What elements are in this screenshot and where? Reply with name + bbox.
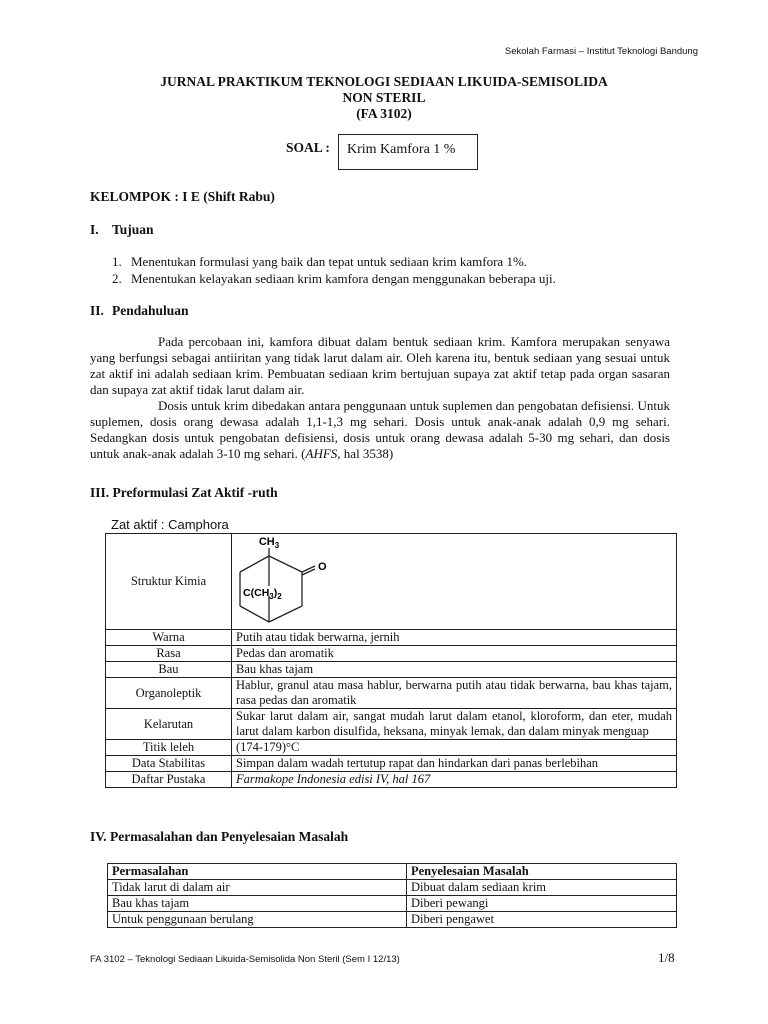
paragraph-1: Pada percobaan ini, kamfora dibuat dalam bentuk sediaan krim. Kamfora merupakan senyawa yang berfungsi sebagai antiiritan yang tidak larut dalam air. Oleh karena itu, bentuk sediaan yang sesuai untuk zat aktif ini adalah sediaan krim. Pembuatan sediaan krim bertujuan supaya zat aktif tetap pada organ sasaran dan supaya zat aktif tidak larut dalam air. bbox=[90, 334, 670, 397]
list-item: 2. Menentukan kelayakan sediaan krim kamfora dengan menggunakan beberapa uji. bbox=[112, 271, 556, 286]
dimethyl-label: $C(CH_3)_2$ bbox=[243, 587, 282, 601]
ch3-label: $CH_3$ bbox=[258, 536, 280, 550]
table-row: Bau khas tajam Diberi pewangi bbox=[108, 896, 677, 912]
oxygen-label: O bbox=[318, 561, 327, 573]
page-number: 1/8 bbox=[658, 950, 675, 965]
preformulasi-table bbox=[105, 533, 677, 788]
camphor-structure-diagram bbox=[232, 534, 352, 629]
table-row bbox=[106, 534, 677, 630]
table-row: Organoleptik Hablur, granul atau masa hablur, berwarna putih atau tidak berwarna, bau khas tajam, rasa pedas dan aromatik bbox=[106, 678, 677, 709]
header-institution: Sekolah Farmasi – Institut Teknologi Bandung bbox=[504, 46, 698, 57]
table-row: Rasa Pedas dan aromatik bbox=[106, 646, 677, 662]
table-row: Bau Bau khas tajam bbox=[106, 662, 677, 678]
table-row: Warna Putih atau tidak berwarna, jernih bbox=[106, 630, 677, 646]
tujuan-list bbox=[112, 253, 556, 287]
paragraph-2: Dosis untuk krim dibedakan antara penggunaan untuk suplemen dan pengobatan defisiensi. Untuk suplemen, dosis orang dewasa adalah 1,1-1,3 mg sehari. Dosis untuk anak-anak adalah 0,9 mg sehari. Sedangkan dosis untuk pengobatan defisiensi, dosis untuk orang dewasa adalah 5-30 mg sehari, dan dosis untuk anak-anak adalah 3-10 mg sehari. (AHFS, hal 3538) bbox=[90, 398, 670, 461]
table-row: Titik leleh (174-179)°C bbox=[106, 740, 677, 756]
permasalahan-table bbox=[107, 863, 677, 928]
section-1-number: I. bbox=[90, 222, 99, 237]
document-title-line1: JURNAL PRAKTIKUM TEKNOLOGI SEDIAAN LIKUIDA-SEMISOLIDA bbox=[160, 74, 608, 89]
table-row: Kelarutan Sukar larut dalam air, sangat mudah larut dalam etanol, kloroform, dan eter, mudah larut dalam karbon disulfida, heksana, minyak lemak, dan dalam minyak menguap bbox=[106, 709, 677, 740]
pendahuluan-text bbox=[90, 334, 670, 462]
section-1-heading: Tujuan bbox=[112, 222, 154, 237]
document-title-line2: NON STERIL bbox=[342, 90, 426, 105]
column-header: Permasalahan bbox=[108, 864, 407, 880]
column-header: Penyelesaian Masalah bbox=[407, 864, 677, 880]
document-title-line3: (FA 3102) bbox=[356, 106, 412, 121]
table-header-row bbox=[108, 864, 677, 880]
zat-aktif-label: Zat aktif : Camphora bbox=[111, 517, 229, 532]
kelompok-heading: KELOMPOK : I E (Shift Rabu) bbox=[90, 189, 275, 204]
section-4-heading: IV. Permasalahan dan Penyelesaian Masalah bbox=[90, 829, 349, 844]
structure-cell bbox=[232, 534, 677, 630]
table-row: Data Stabilitas Simpan dalam wadah tertutup rapat dan hindarkan dari panas berlebihan bbox=[106, 756, 677, 772]
table-row: Tidak larut di dalam air Dibuat dalam sediaan krim bbox=[108, 880, 677, 896]
table-row: Untuk penggunaan berulang Diberi pengawet bbox=[108, 912, 677, 928]
list-item: 1. Menentukan formulasi yang baik dan tepat untuk sediaan krim kamfora 1%. bbox=[112, 254, 528, 269]
section-2-heading: Pendahuluan bbox=[112, 303, 189, 318]
structure-label: Struktur Kimia bbox=[106, 534, 232, 630]
footer-course: FA 3102 – Teknologi Sediaan Likuida-Semisolida Non Steril (Sem I 12/13) bbox=[90, 954, 400, 965]
soal-value-box: Krim Kamfora 1 % bbox=[338, 134, 478, 170]
section-2-number: II. bbox=[90, 303, 104, 318]
section-3-heading: III. Preformulasi Zat Aktif -ruth bbox=[90, 485, 278, 500]
table-row: Daftar Pustaka Farmakope Indonesia edisi IV, hal 167 bbox=[106, 772, 677, 788]
reference-ahfs: AHFS bbox=[305, 446, 338, 461]
soal-label: SOAL : bbox=[286, 140, 330, 155]
